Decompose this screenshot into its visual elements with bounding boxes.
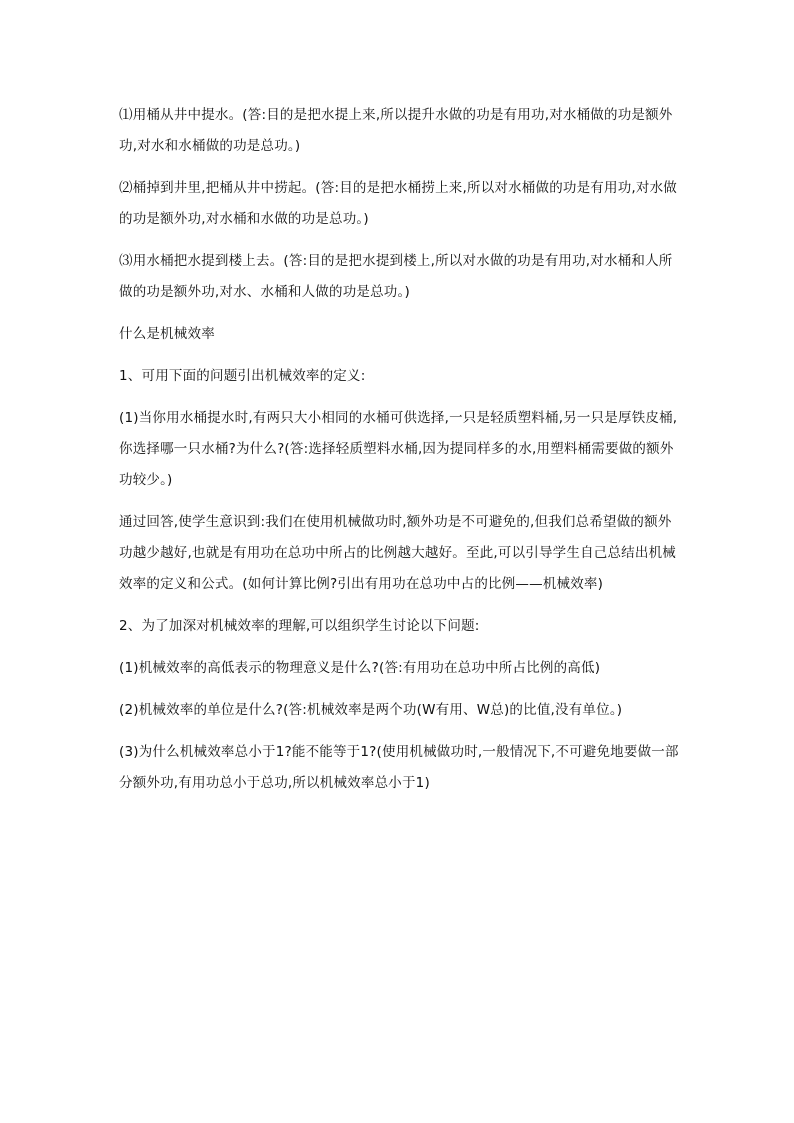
document-page [119, 100, 679, 810]
paragraph-question-less-than-one: (3)为什么机械效率总小于1?能不能等于1?(使用机械做功时,一般情况下,不可避免地要做一部分额外功,有用功总小于总功,所以机械效率总小于1) [119, 744, 679, 791]
paragraph-question-meaning: (1)机械效率的高低表示的物理意义是什么?(答:有用功在总功中所占比例的高低) [119, 660, 601, 676]
paragraph-carry-upstairs: ⑶用水桶把水提到楼上去。(答:目的是把水提到楼上,所以对水做的功是有用功,对水桶和人所做的功是额外功,对水、水桶和人做的功是总功。) [119, 253, 673, 300]
paragraph-intro-definition: 1、可用下面的问题引出机械效率的定义: [119, 368, 366, 384]
paragraph-conclusion: 通过回答,使学生意识到:我们在使用机械做功时,额外功是不可避免的,但我们总希望做的额外功越少越好,也就是有用功在总功中所占的比例越大越好。至此,可以引导学生自己总结出机械效率的定义和公式。(如何计算比例?引出有用功在总功中占的比例——机械效率) [119, 514, 676, 592]
paragraph-retrieve-bucket: ⑵桶掉到井里,把桶从井中捞起。(答:目的是把水桶捞上来,所以对水桶做的功是有用功,对水做的功是额外功,对水桶和水做的功是总功。) [119, 180, 677, 227]
paragraph-lift-water: ⑴用桶从井中提水。(答:目的是把水提上来,所以提升水做的功是有用功,对水桶做的功是额外功,对水和水桶做的功是总功。) [119, 107, 673, 154]
section-heading-efficiency: 什么是机械效率 [119, 326, 215, 342]
paragraph-discussion-intro: 2、为了加深对机械效率的理解,可以组织学生讨论以下问题: [119, 618, 480, 634]
paragraph-question-bucket-choice: (1)当你用水桶提水时,有两只大小相同的水桶可供选择,一只是轻质塑料桶,另一只是厚铁皮桶,你选择哪一只水桶?为什么?(答:选择轻质塑料水桶,因为提同样多的水,用塑料桶需要做的额外功较少。) [119, 410, 678, 488]
paragraph-question-unit: (2)机械效率的单位是什么?(答:机械效率是两个功(W有用、W总)的比值,没有单位。) [119, 702, 623, 718]
